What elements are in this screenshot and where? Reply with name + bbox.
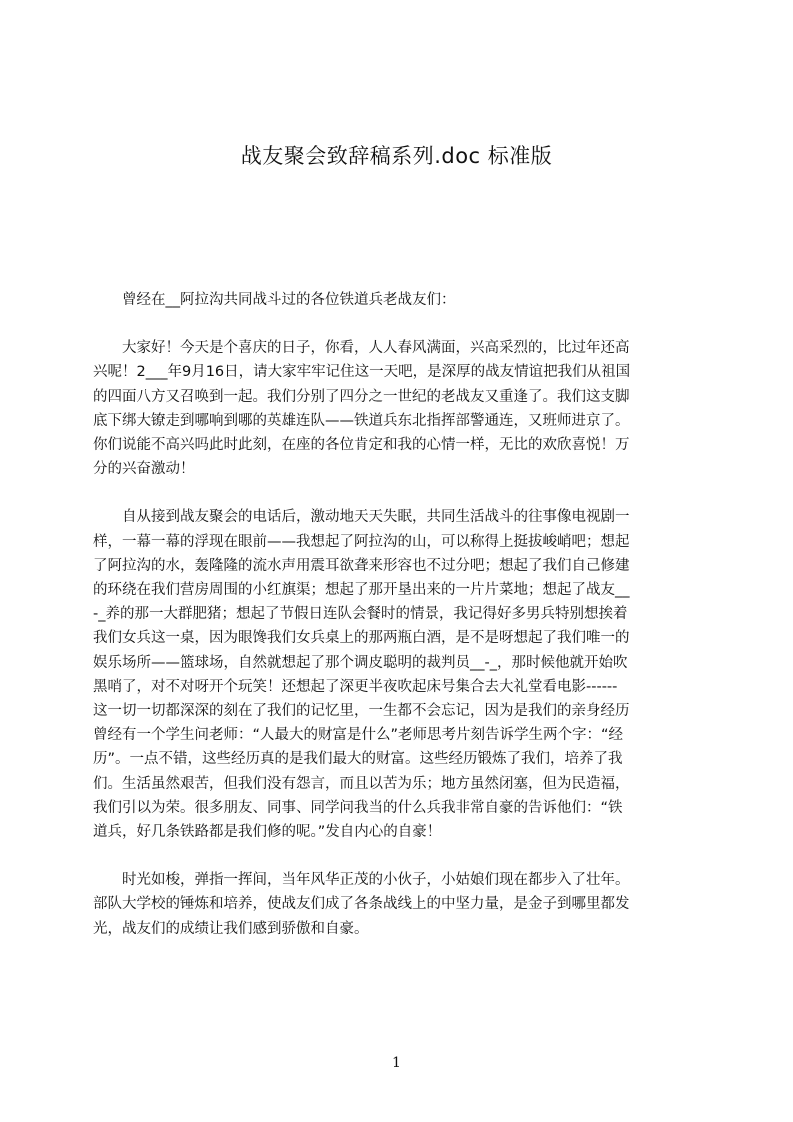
text-line: 你们说能不高兴吗此时此刻，在座的各位肯定和我的心情一样，无比的欢欣喜悦！万 bbox=[93, 437, 630, 454]
text-line: 道兵，好几条铁路都是我们修的呢。”发自内心的自豪！ bbox=[93, 824, 442, 841]
text-line: 曾经有一个学生问老师：“人最大的财富是什么”老师思考片刻告诉学生两个字：“经 bbox=[93, 727, 624, 744]
page-number: 1 bbox=[392, 1055, 401, 1071]
text-line: 历”。一点不错，这些经历真的是我们最大的财富。这些经历锻炼了我们，培养了我 bbox=[93, 751, 623, 768]
text-line: 的四面八方又召唤到一起。我们分别了四分之一世纪的老战友又重逢了。我们这支脚 bbox=[93, 388, 630, 405]
text-line: 曾经在__阿拉沟共同战斗过的各位铁道兵老战友们： bbox=[122, 292, 456, 308]
text-line: -_养的那一大群肥猪；想起了节假日连队会餐时的情景，我记得好多男兵特别想挨着 bbox=[93, 606, 628, 623]
text-line: 娱乐场所——篮球场，自然就想起了那个调皮聪明的裁判员__-_，那时候他就开始吹 bbox=[93, 654, 628, 671]
text-line: 们。生活虽然艰苦，但我们没有怨言，而且以苦为乐；地方虽然闭塞，但为民造福， bbox=[93, 775, 630, 792]
text-line: 光，战友们的成绩让我们感到骄傲和自豪。 bbox=[93, 920, 369, 937]
text-line: 底下绑大镣走到哪响到哪的英雄连队——铁道兵东北指挥部警通连，又班师进京了。 bbox=[93, 412, 630, 429]
text-line: 时光如梭，弹指一挥间，当年风华正茂的小伙子，小姑娘们现在都步入了壮年。 bbox=[122, 872, 630, 889]
document-body bbox=[93, 288, 698, 965]
text-line: 大家好！今天是个喜庆的日子，你看，人人春风满面，兴高采烈的，比过年还高 bbox=[122, 340, 630, 357]
paragraph-greeting bbox=[93, 288, 698, 312]
text-line: 部队大学校的锤炼和培养，使战友们成了各条战线上的中坚力量，是金子到哪里都发 bbox=[93, 896, 630, 913]
text-line: 我们女兵这一桌，因为眼馋我们女兵桌上的那两瓶白酒，是不是呀想起了我们唯一的 bbox=[93, 630, 630, 647]
text-line: 了阿拉沟的水，轰隆隆的流水声用震耳欲聋来形容也不过分吧；想起了我们自己修建 bbox=[93, 557, 630, 574]
paragraph-closing bbox=[93, 868, 698, 941]
text-line: 黑哨了，对不对呀开个玩笑！还想起了深更半夜吹起床号集合去大礼堂看电影------ bbox=[93, 678, 618, 695]
document-title: 战友聚会致辞稿系列.doc 标准版 bbox=[240, 144, 553, 168]
text-line: 的环绕在我们营房周围的小红旗渠；想起了那开垦出来的一片片菜地；想起了战友__ bbox=[93, 582, 630, 599]
text-line: 自从接到战友聚会的电话后，激动地天天失眠，共同生活战斗的往事像电视剧一 bbox=[122, 509, 630, 526]
text-line: 这一切一切都深深的刻在了我们的记忆里，一生都不会忘记，因为是我们的亲身经历 bbox=[93, 703, 630, 720]
text-line: 兴呢！2___年9月16日，请大家牢牢记住这一天吧，是深厚的战友情谊把我们从祖国 bbox=[93, 364, 631, 381]
paragraph-opening bbox=[93, 336, 698, 481]
text-line: 分的兴奋激动！ bbox=[93, 461, 195, 478]
text-line: 样，一幕一幕的浮现在眼前——我想起了阿拉沟的山，可以称得上挺拔峻峭吧；想起 bbox=[93, 533, 630, 550]
paragraph-memories bbox=[93, 505, 698, 844]
text-line: 我们引以为荣。很多朋友、同事、同学问我当的什么兵我非常自豪的告诉他们：“铁 bbox=[93, 799, 623, 816]
